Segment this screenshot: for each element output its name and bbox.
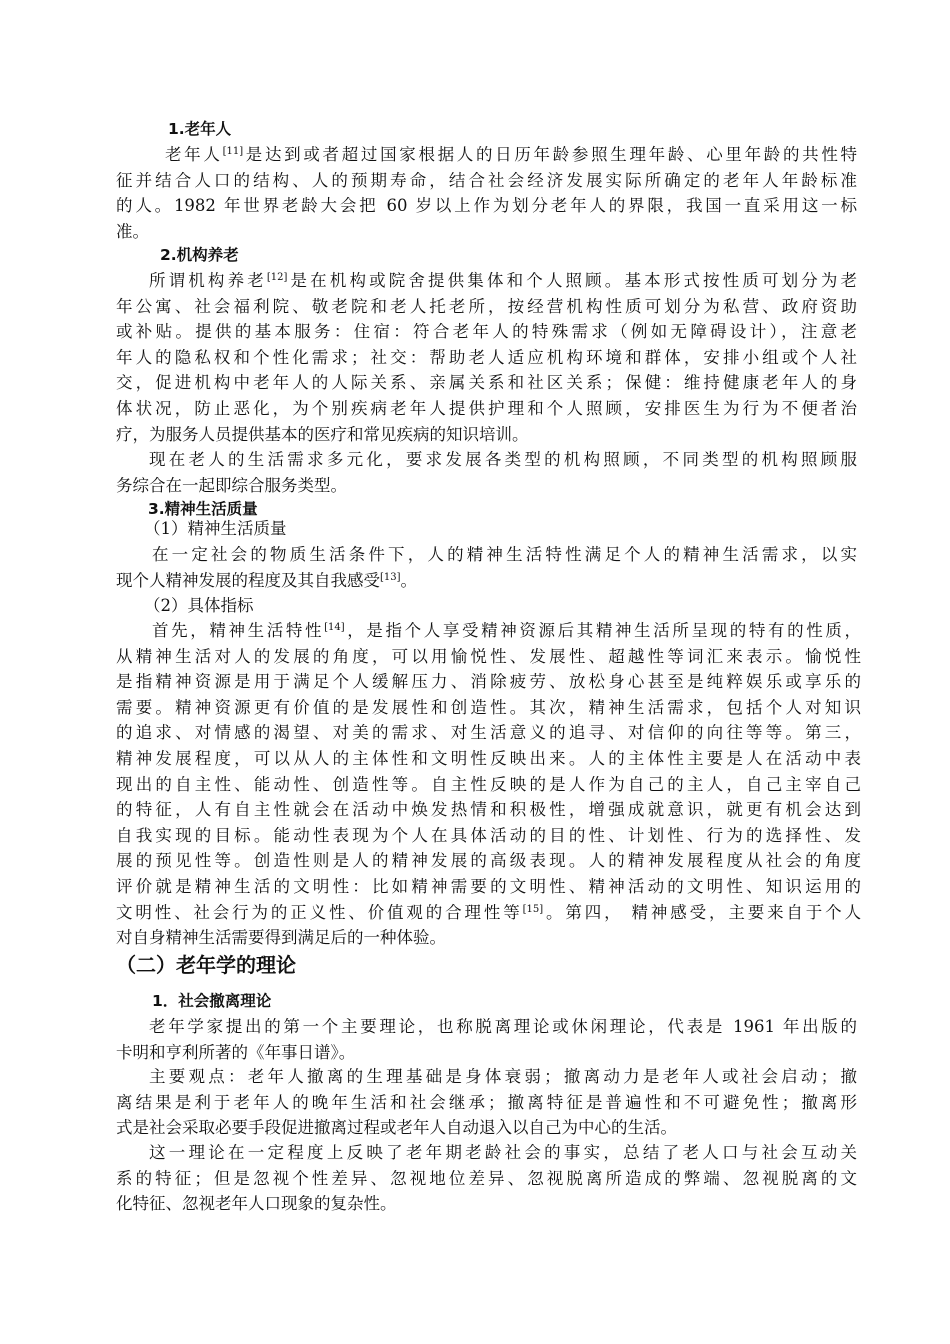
text-run: 老年人 [165, 145, 223, 164]
text-line: 评价就是精神生活的文明性：比如精神需要的文明性、精神活动的文明性、知识运用的 [116, 876, 861, 896]
citation-ref: [12] [266, 272, 288, 283]
text-line: 年公寓、社会福利院、敬老院和老人托老所，按经营机构性质可划分为私营、政府资助 [116, 296, 857, 316]
text-run: 是达到或者超过国家根据人的日历年龄参照生理年龄、心里年龄的共性特 [243, 145, 858, 164]
text-line: 从精神生活对人的发展的角度，可以用愉悦性、发展性、超越性等词汇来表示。愉悦性 [116, 646, 861, 666]
text-run: 所谓机构养老 [149, 271, 267, 290]
text-line: 或补贴。提供的基本服务：住宿：符合老年人的特殊需求（例如无障碍设计），注意老 [116, 322, 857, 342]
text-line: 展的预见性等。创造性则是人的精神发展的高级表现。人的精神发展程度从社会的角度 [116, 851, 861, 871]
paragraph-disengagement-critique [116, 1140, 857, 1217]
heading-disengagement-theory-text: 1．社会撤离理论 [152, 992, 272, 1010]
text-run: 。 [400, 570, 418, 590]
text-line: 主要观点：老年人撤离的生理基础是身体衰弱；撤离动力是老年人或社会启动；撤 [149, 1067, 857, 1086]
text-line: 务综合在一起即综合服务类型。 [116, 475, 347, 495]
text-line: 是指精神资源是用于满足个人缓解压力、消除疲劳、放松身心甚至是纯粹娱乐或享乐的 [116, 672, 861, 692]
text-line: 卡明和亨利所著的《年事日谱》。 [116, 1042, 356, 1062]
citation-ref: [14] [324, 622, 345, 633]
heading-spiritual-life-quality-text: 3.精神生活质量 [148, 500, 258, 518]
subheading-spiritual-life-quality [144, 516, 287, 542]
text-line [116, 142, 857, 168]
text-line: 现出的自主性、能动性、创造性等。自主性反映的是人作为自己的主人，自己主宰自己 [116, 774, 861, 794]
heading-gerontology-theories [116, 951, 296, 979]
text-line: 准。 [116, 221, 149, 241]
paragraph-disengagement-origin [116, 1014, 857, 1065]
text-line: 自我实现的目标。能动性表现为个人在具体活动的目的性、计划性、行为的选择性、发 [116, 825, 861, 845]
text-line: 年人的隐私权和个性化需求；社交：帮助老人适应机构环境和群体，安排小组或个人社 [116, 347, 857, 367]
text-run: 文明性、社会行为的正义性、价值观的合理性等 [116, 902, 523, 922]
text-line: 需要。精神资源更有价值的是发展性和创造性。其次，精神生活需求，包括个人对知识 [116, 697, 861, 717]
paragraph-care-diversification [116, 447, 857, 498]
subheading-text: （1）精神生活质量 [144, 519, 287, 538]
text-line: 疗，为服务人员提供基本的医疗和常见疾病的知识培训。 [116, 424, 529, 444]
heading-institutional-care-text: 2.机构养老 [160, 246, 239, 264]
text-line: 现在老人的生活需求多元化，要求发展各类型的机构照顾，不同类型的机构照顾服 [149, 450, 857, 469]
paragraph-elderly-definition [116, 142, 857, 244]
text-run: ，是指个人享受精神资源后其精神生活所呈现的特有的性质， [344, 621, 862, 640]
heading-institutional-care [160, 243, 239, 269]
citation-ref: [15] [522, 903, 544, 915]
heading-elderly [168, 117, 231, 143]
text-line [116, 900, 861, 926]
heading-disengagement-theory [152, 989, 271, 1015]
paragraph-institutional-care [116, 268, 857, 447]
text-line [116, 568, 857, 594]
citation-ref: [13] [380, 571, 401, 583]
text-line: 的追求、对情感的渴望、对美的需求、对生活意义的追寻、对信仰的向往等等。第三， [116, 723, 861, 743]
text-line: 系的特征；但是忽视个性差异、忽视地位差异、忽视脱离所造成的弊端、忽视脱离的文 [116, 1168, 857, 1188]
text-run: 。第四， 精神感受，主要来自于个人 [543, 902, 862, 922]
text-line: 的人。1982 年世界老龄大会把 60 岁以上作为划分老年人的界限，我国一直采用这一标 [116, 196, 857, 216]
paragraph-spiritual-life-definition [116, 542, 857, 593]
paragraph-disengagement-views [116, 1064, 857, 1141]
text-line: 离结果是利于老年人的晚年生活和社会继承；撤离特征是普遍性和不可避免性；撤离形 [116, 1092, 857, 1112]
text-line: 这一理论在一定程度上反映了老年期老龄社会的事实，总结了老人口与社会互动关 [149, 1143, 857, 1162]
heading-gerontology-theories-text: （二）老年学的理论 [116, 953, 296, 977]
subheading-text: （2）具体指标 [144, 596, 254, 615]
text-line: 化特征、忽视老年人口现象的复杂性。 [116, 1194, 397, 1214]
text-line: 对自身精神生活需要得到满足后的一种体验。 [116, 928, 446, 948]
text-line [116, 268, 857, 294]
heading-elderly-text: 1.老年人 [168, 120, 232, 138]
text-line: 征并结合人口的结构、人的预期寿命，结合社会经济发展实际所确定的老年人年龄标准 [116, 170, 857, 190]
text-run: 现个人精神发展的程度及其自我感受 [116, 570, 380, 590]
text-line: 的特征，人有自主性就会在活动中焕发热情和积极性，增强成就意识，就更有机会达到 [116, 800, 861, 820]
text-line: 在一定社会的物质生活条件下，人的精神生活特性满足个人的精神生活需求，以实 [152, 545, 857, 564]
citation-ref: [11] [222, 146, 244, 157]
text-run: 是在机构或院舍提供集体和个人照顾。基本形式按性质可划分为老 [287, 271, 858, 290]
paragraph-specific-indicators [116, 618, 861, 951]
text-line: 精神发展程度，可以从人的主体性和文明性反映出来。人的主体性主要是人在活动中表 [116, 748, 861, 768]
text-line [116, 618, 861, 644]
text-line: 交，促进机构中老年人的人际关系、亲属关系和社区关系；保健：维持健康老年人的身 [116, 373, 857, 393]
text-line: 体状况，防止恶化，为个别疾病老年人提供护理和个人照顾，安排医生为行为不便者治 [116, 398, 857, 418]
subheading-specific-indicators [144, 593, 254, 619]
text-line: 式是社会采取必要手段促进撤离过程或老年人自动退入以自己为中心的生活。 [116, 1118, 677, 1138]
text-line: 老年学家提出的第一个主要理论，也称脱离理论或休闲理论，代表是 1961 年出版的 [149, 1017, 857, 1036]
text-run: 首先，精神生活特性 [152, 621, 325, 640]
